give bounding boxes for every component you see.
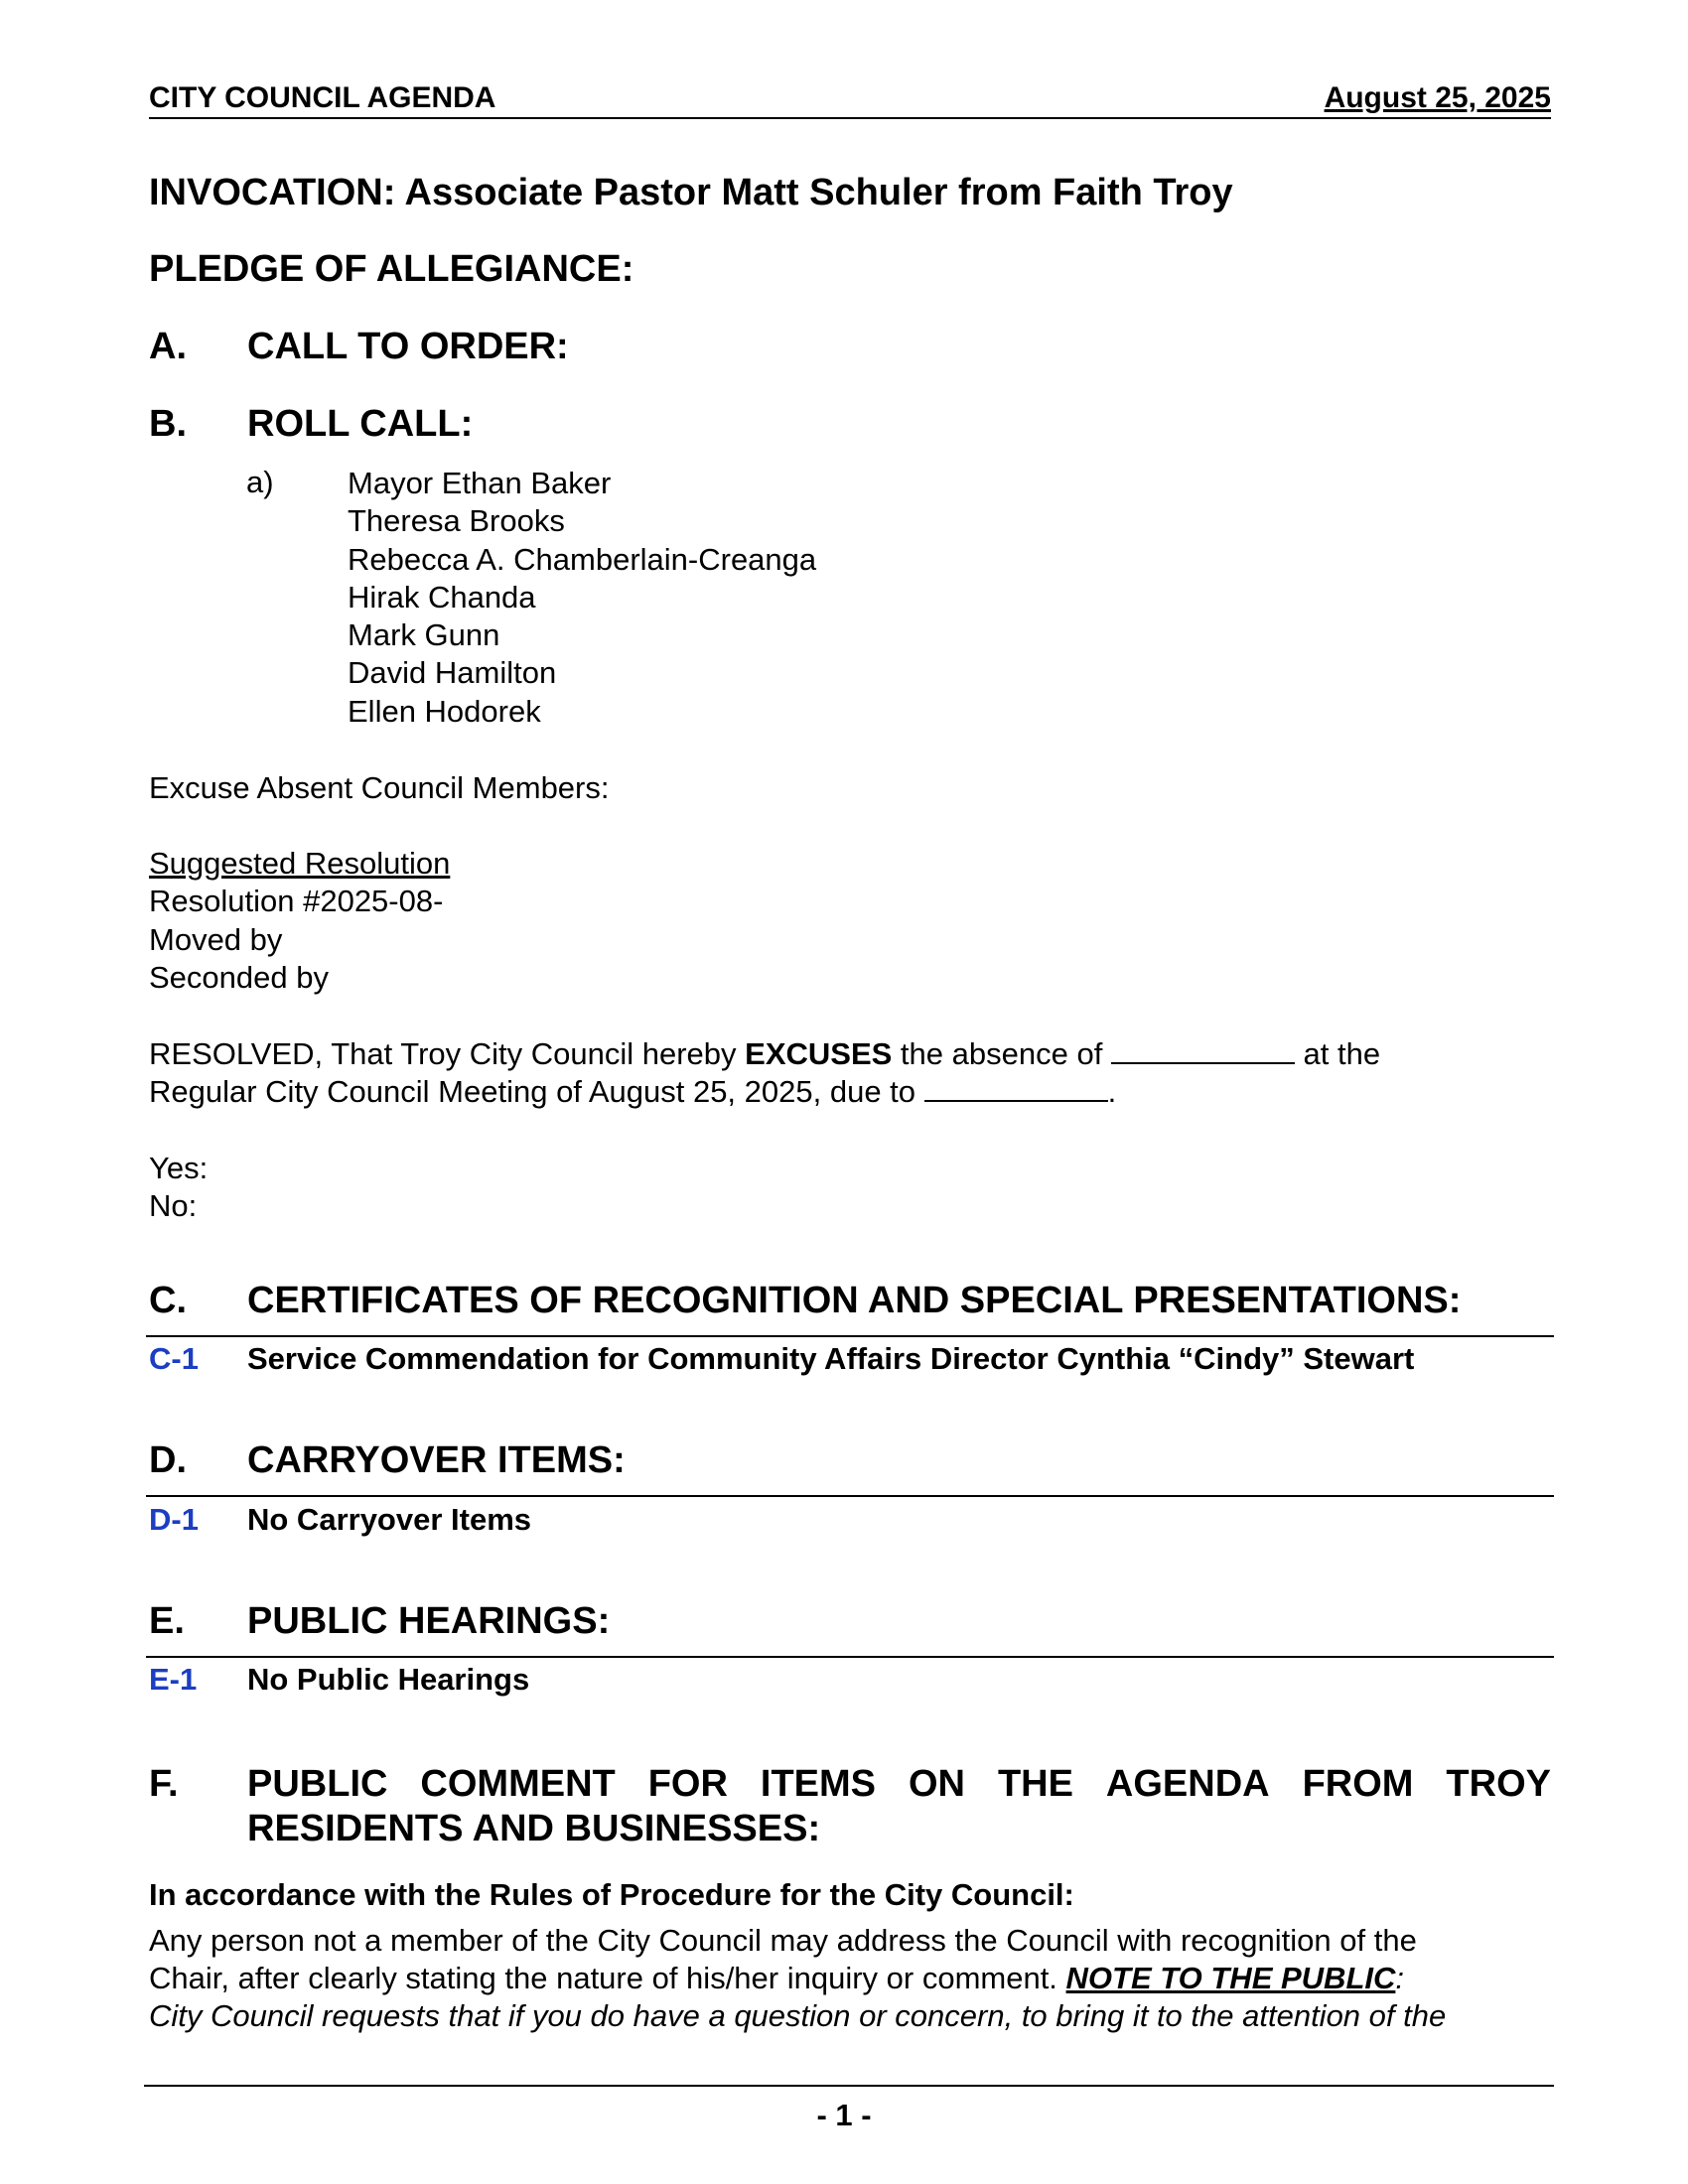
note-to-public: NOTE TO THE PUBLIC [1065,1961,1396,1995]
vote-no: No: [149,1188,198,1223]
roll-call-marker: a) [246,465,274,499]
agenda-item-e1 [149,1662,197,1698]
council-member: Hirak Chanda [348,579,536,614]
section-letter: F. [149,1763,179,1805]
council-member: Rebecca A. Chamberlain-Creanga [348,541,817,577]
section-f [149,1763,1551,1850]
section-divider [146,1335,1554,1337]
rules-heading: In accordance with the Rules of Procedure for the City Council: [149,1877,1074,1912]
reason-blank [924,1074,1108,1102]
section-title: CERTIFICATES OF RECOGNITION AND SPECIAL PRESENTATIONS: [247,1280,1462,1321]
council-member: Theresa Brooks [348,503,565,539]
public-comment-line1: Any person not a member of the City Council may address the Council with recognition of the [149,1923,1417,1958]
section-letter: A. [149,326,187,367]
resolution-heading: Suggested Resolution [149,846,451,881]
section-letter: E. [149,1600,185,1642]
seconded-by: Seconded by [149,960,329,995]
section-letter: C. [149,1280,187,1321]
excuses-keyword: EXCUSES [745,1036,893,1071]
section-divider [146,1495,1554,1497]
page-header [149,79,1551,119]
item-code[interactable]: E-1 [149,1662,198,1697]
moved-by: Moved by [149,922,283,957]
header-title: CITY COUNCIL AGENDA [149,81,496,114]
item-code[interactable]: D-1 [149,1502,199,1537]
section-title-line1: PUBLIC COMMENT FOR ITEMS ON THE AGENDA FROM TROY [247,1763,1551,1805]
agenda-item-d1 [149,1502,199,1538]
item-title: No Public Hearings [247,1662,530,1697]
section-title-line2: RESIDENTS AND BUSINESSES: [247,1808,821,1849]
footer-divider [144,2085,1554,2087]
item-title: Service Commendation for Community Affairs Director Cynthia “Cindy” Stewart [247,1341,1415,1376]
invocation-heading: INVOCATION: Associate Pastor Matt Schuler from Faith Troy [149,172,1233,213]
section-title: CALL TO ORDER: [247,326,569,367]
public-comment-line2: Chair, after clearly stating the nature of his/her inquiry or comment. NOTE TO THE PUBLIC: [149,1961,1404,1995]
item-code[interactable]: C-1 [149,1341,199,1376]
section-a [149,326,1551,369]
resolution-text-line2: Regular City Council Meeting of August 25, 2025, due to . [149,1074,1117,1109]
council-member: Ellen Hodorek [348,693,541,729]
section-letter: B. [149,403,187,445]
absentee-blank [1111,1036,1295,1064]
section-title: ROLL CALL: [247,403,474,445]
header-date: August 25, 2025 [1324,81,1551,114]
item-title: No Carryover Items [247,1502,532,1537]
agenda-item-c1 [149,1341,199,1377]
council-member: Mayor Ethan Baker [348,466,612,500]
section-b [149,403,1551,447]
excuse-label: Excuse Absent Council Members: [149,770,610,805]
section-letter: D. [149,1439,187,1481]
section-c [149,1280,1551,1323]
page-number: - 1 - [816,2098,872,2132]
section-e [149,1600,1551,1644]
public-comment-line3: City Council requests that if you do have a question or concern, to bring it to the attention of the [149,1998,1447,2033]
pledge-heading: PLEDGE OF ALLEGIANCE: [149,248,634,290]
resolution-text-line1: RESOLVED, That Troy City Council hereby EXCUSES the absence of at the [149,1036,1381,1071]
council-member: Mark Gunn [348,617,500,653]
section-divider [146,1656,1554,1658]
section-title: CARRYOVER ITEMS: [247,1439,626,1481]
council-member: David Hamilton [348,655,557,691]
section-d [149,1439,1551,1483]
section-title: PUBLIC HEARINGS: [247,1600,611,1642]
roll-call-list [348,465,816,731]
resolution-number: Resolution #2025-08- [149,884,444,918]
vote-yes: Yes: [149,1151,209,1185]
